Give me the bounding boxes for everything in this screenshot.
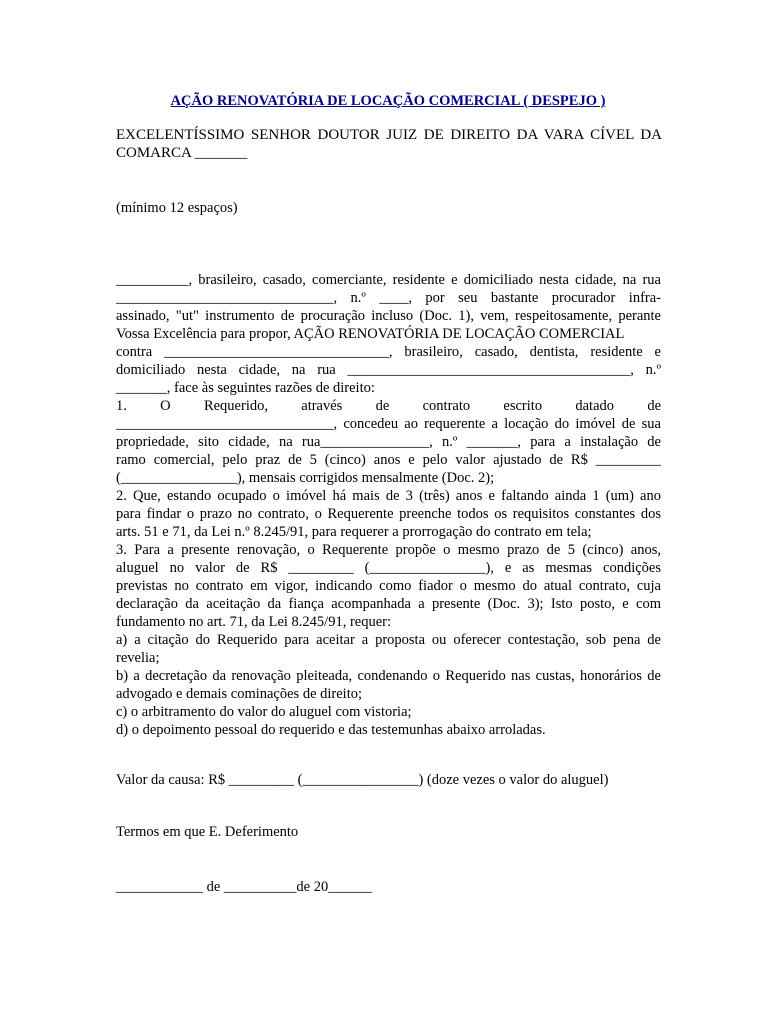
body-line: a) a citação do Requerido para aceitar a proposta ou oferecer contestação, sob pena de [116, 632, 661, 648]
body-line: ______________________________, concedeu ao requerente a locação do imóvel de sua [116, 416, 661, 432]
body-line: arts. 51 e 71, da Lei n.º 8.245/91, para requerer a prorrogação do contrato em tela; [116, 524, 592, 540]
body-line: 1. O Requerido, através de contrato escrito datado de [116, 398, 661, 414]
body-line: 2. Que, estando ocupado o imóvel há mais de 3 (três) anos e faltando ainda 1 (um) ano [116, 488, 661, 504]
body-line: _______, face às seguintes razões de direito: [116, 380, 375, 396]
body-line: advogado e demais cominações de direito; [116, 686, 363, 702]
body-line: domiciliado nesta cidade, na rua _______________________________________, n.º [116, 362, 661, 378]
body-line: previstas no contrato em vigor, indicando como fiador o mesmo do atual contrato, cuja [116, 578, 661, 594]
addressee-line: COMARCA _______ [116, 145, 248, 161]
addressee-line: EXCELENTÍSSIMO SENHOR DOUTOR JUIZ DE DIREITO DA VARA CÍVEL DA [116, 127, 662, 143]
body-line: b) a decretação da renovação pleiteada, condenando o Requerido nas custas, honorários de [116, 668, 661, 684]
body-line: para findar o prazo no contrato, o Requerente preenche todos os requisitos constantes dos [116, 506, 661, 522]
body-line: contra _______________________________, brasileiro, casado, dentista, residente e [116, 344, 661, 360]
petition-body [116, 271, 661, 739]
body-line: 3. Para a presente renovação, o Requerente propõe o mesmo prazo de 5 (cinco) anos, [116, 542, 661, 558]
body-line: __________, brasileiro, casado, comerciante, residente e domiciliado nesta cidade, na rua [116, 272, 661, 288]
spacing-note: (mínimo 12 espaços) [116, 200, 238, 216]
body-line: (________________), mensais corrigidos mensalmente (Doc. 2); [116, 470, 495, 486]
addressee [116, 126, 662, 162]
body-line: revelia; [116, 650, 160, 666]
date-line: ____________ de __________de 20______ [116, 879, 372, 895]
body-line: c) o arbitramento do valor do aluguel com vistoria; [116, 704, 412, 720]
body-line: ______________________________, n.º ____, por seu bastante procurador infra- [116, 290, 661, 306]
body-line: ramo comercial, pelo praz de 5 (cinco) anos e pelo valor ajustado de R$ _________ [116, 452, 661, 468]
body-line: fundamento no art. 71, da Lei 8.245/91, requer: [116, 614, 392, 630]
body-line: d) o depoimento pessoal do requerido e das testemunhas abaixo arroladas. [116, 722, 546, 738]
document-title: AÇÃO RENOVATÓRIA DE LOCAÇÃO COMERCIAL ( DESPEJO ) [170, 93, 606, 109]
closing-text: Termos em que E. Deferimento [116, 824, 299, 840]
body-line: declaração da aceitação da fiança acompanhada a presente (Doc. 3); Isto posto, e com [116, 596, 661, 612]
body-line: Vossa Excelência para propor, AÇÃO RENOVATÓRIA DE LOCAÇÃO COMERCIAL [116, 326, 625, 342]
body-line: propriedade, sito cidade, na rua_______________, n.º _______, para a instalação de [116, 434, 661, 450]
body-line: aluguel no valor de R$ _________ (________________), e as mesmas condições [116, 560, 661, 576]
body-line: assinado, "ut" instrumento de procuração incluso (Doc. 1), vem, respeitosamente, perante [116, 308, 661, 324]
cause-value: Valor da causa: R$ _________ (________________) (doze vezes o valor do aluguel) [116, 772, 609, 788]
